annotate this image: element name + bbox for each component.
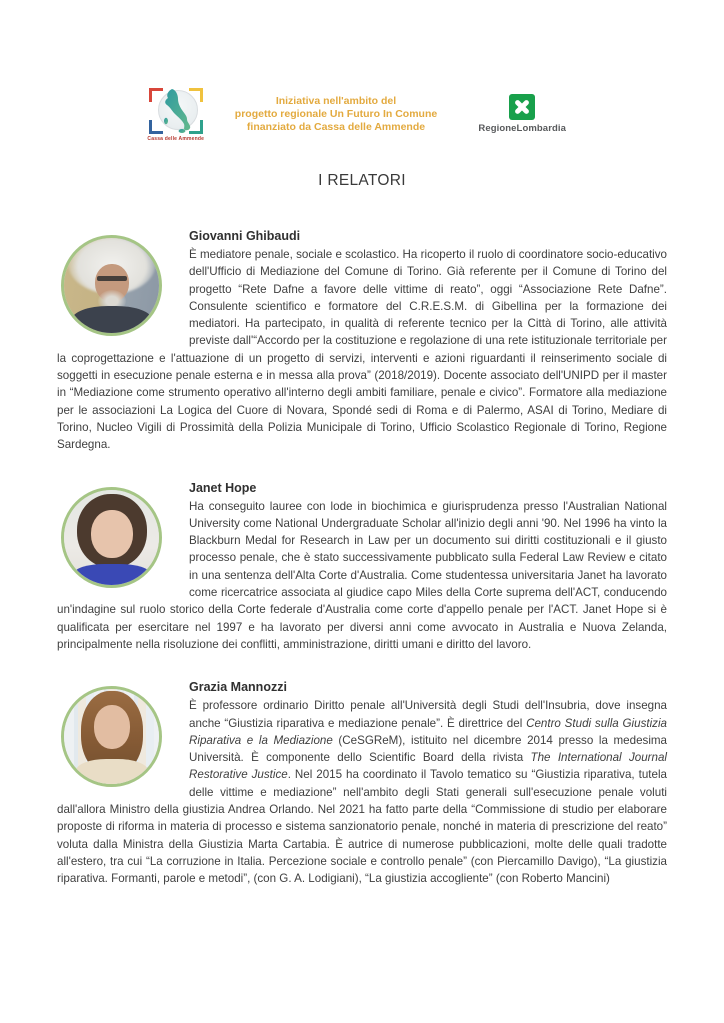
regione-lombardia-label: RegioneLombardia	[478, 123, 567, 134]
bracket-bottom-right	[189, 120, 203, 134]
rosa-camuna-icon	[509, 94, 535, 120]
speaker-section-hope	[57, 479, 667, 654]
speaker-name: Janet Hope	[189, 480, 257, 495]
photo-art	[91, 510, 133, 558]
speakers-list	[57, 227, 667, 888]
speaker-photo-ghibaudi	[61, 235, 168, 336]
page-title: I RELATORI	[318, 172, 406, 189]
regione-lombardia-logo	[467, 88, 577, 134]
cassa-logo-caption: Cassa delle Ammende	[147, 136, 205, 142]
speaker-section-ghibaudi	[57, 227, 667, 454]
photo-art	[74, 564, 150, 588]
header	[57, 88, 667, 142]
speaker-section-mannozzi	[57, 678, 667, 887]
speaker-name: Giovanni Ghibaudi	[189, 229, 301, 243]
speaker-photo-mannozzi	[61, 686, 168, 787]
photo-art	[76, 759, 148, 787]
cassa-logo-mark	[149, 88, 203, 134]
bracket-bottom-left	[149, 120, 163, 134]
speaker-bio: È mediatore penale, sociale e scolastico. Ha ricoperto il ruolo di coordinatore socio-educativo dell'Ufficio di Mediazione del Comune di Torino. Già referente per il Comune di Torino del progetto “Rete Dafne a favore delle vittime di reato”, oggi “Associazione Rete Dafne”. Consulente scientifico e formatore del C.R.E.S.M. di Gibellina per la formazione dei mediatori. Ha partecipato, in qualità di referente tecnico per la Città di Torino, alle attività previste dall'“Accordo per la costituzione e regolazione di una rete istituzionale territoriale per la coprogettazione e l'attuazione di un progetto di servizi, interventi e azioni riguardanti il reinserimento sociale di soggetti in esecuzione penale esterna e in messa alla prova” (2018/2019). Docente associato dell'UNIPD per il master in “Mediazione come strumento operativo all'interno degli ambiti familiare, penale e civico”. Formatore alla mediazione per le associazioni La Logica del Cuore di Novara, Spondé sedi di Roma e di Palermo, ASAI di Torino, Mediare di Torino, Nucleo Vigili di Prossimità della Polizia Municipale di Torino, Ufficio Scolastico Regionale di Torino, Regione Sardegna.	[57, 248, 667, 452]
photo-art	[94, 705, 130, 749]
speaker-bio: Ha conseguito lauree con lode in biochimica e giurisprudenza presso l'Australian National University come National Undergraduate Scholar all'inizio degli anni '90. Nel 1996 ha vinto la Blackburn Medal for Research in Law per un documento sui diritti costituzionali e il giusto processo penale, che è stato successivamente pubblicato sulla Federal Law Review e citato in una sentenza dell'Alta Corte d'Australia. Come studentessa universitaria Janet ha lavorato come ricercatrice associata al giudice capo Miles della Corte suprema dell'ACT, conducendo un'indagine sul ruolo storico della Corte federale d'Australia come corte d'appello penale per l'ACT. Janet Hope si è qualificata per esercitare nel 1997 e ha lavorato per diversi anni come avvocato in Australia e Nuova Zelanda, principalmente nella risoluzione dei conflitti, amministrazione, diritti umani e diritto del lavoro.	[57, 499, 667, 651]
photo-art	[72, 306, 152, 336]
project-banner-text	[235, 88, 437, 134]
banner-line2: progetto regionale Un Futuro In Comune	[234, 108, 438, 120]
cassa-delle-ammende-logo	[147, 88, 205, 142]
speaker-bio: È professore ordinario Diritto penale all'Università degli Studi dell'Insubria, dove insegna anche “Giustizia riparativa e mediazione penale”. È direttrice del Centro Studi sulla Giustizia Riparativa e la Mediazione (CeSGReM), istituito nel dicembre 2014 presso la medesima Università. È componente dello Scientific Board della rivista The International Journal Restorative Justice. Nel 2015 ha coordinato il Tavolo tematico su “Giustizia riparativa, tutela delle vittime e mediazione” nell'ambito degli Stati generali sull'esecuzione penale voluti dall'allora Ministro della giustizia Andrea Orlando. Nel 2021 ha fatto parte della “Commissione di studio per elaborare proposte di riforma in materia di processo e sistema sanzionatorio penale, nonché in materia di prescrizione del reato” voluta dalla Ministra della Giustizia Marta Cartabia. È autrice di numerose pubblicazioni, molte delle quali tradotte all'estero, tra cui “La corruzione in Italia. Percezione sociale e controllo penale” (con Piercamillo Davigo), “La giustizia riparativa. Formanti, parole e metodi”, (con G. A. Lodigiani), “La giustizia accogliente” (con Roberto Mancini)	[57, 699, 668, 886]
bracket-top-right	[189, 88, 203, 102]
speaker-photo-hope	[61, 487, 168, 588]
banner-line3: finanziato da Cassa delle Ammende	[246, 121, 426, 133]
speaker-name: Grazia Mannozzi	[189, 680, 287, 695]
banner-line1: Iniziativa nell'ambito del	[275, 95, 397, 107]
bracket-top-left	[149, 88, 163, 102]
photo-art	[97, 276, 127, 281]
